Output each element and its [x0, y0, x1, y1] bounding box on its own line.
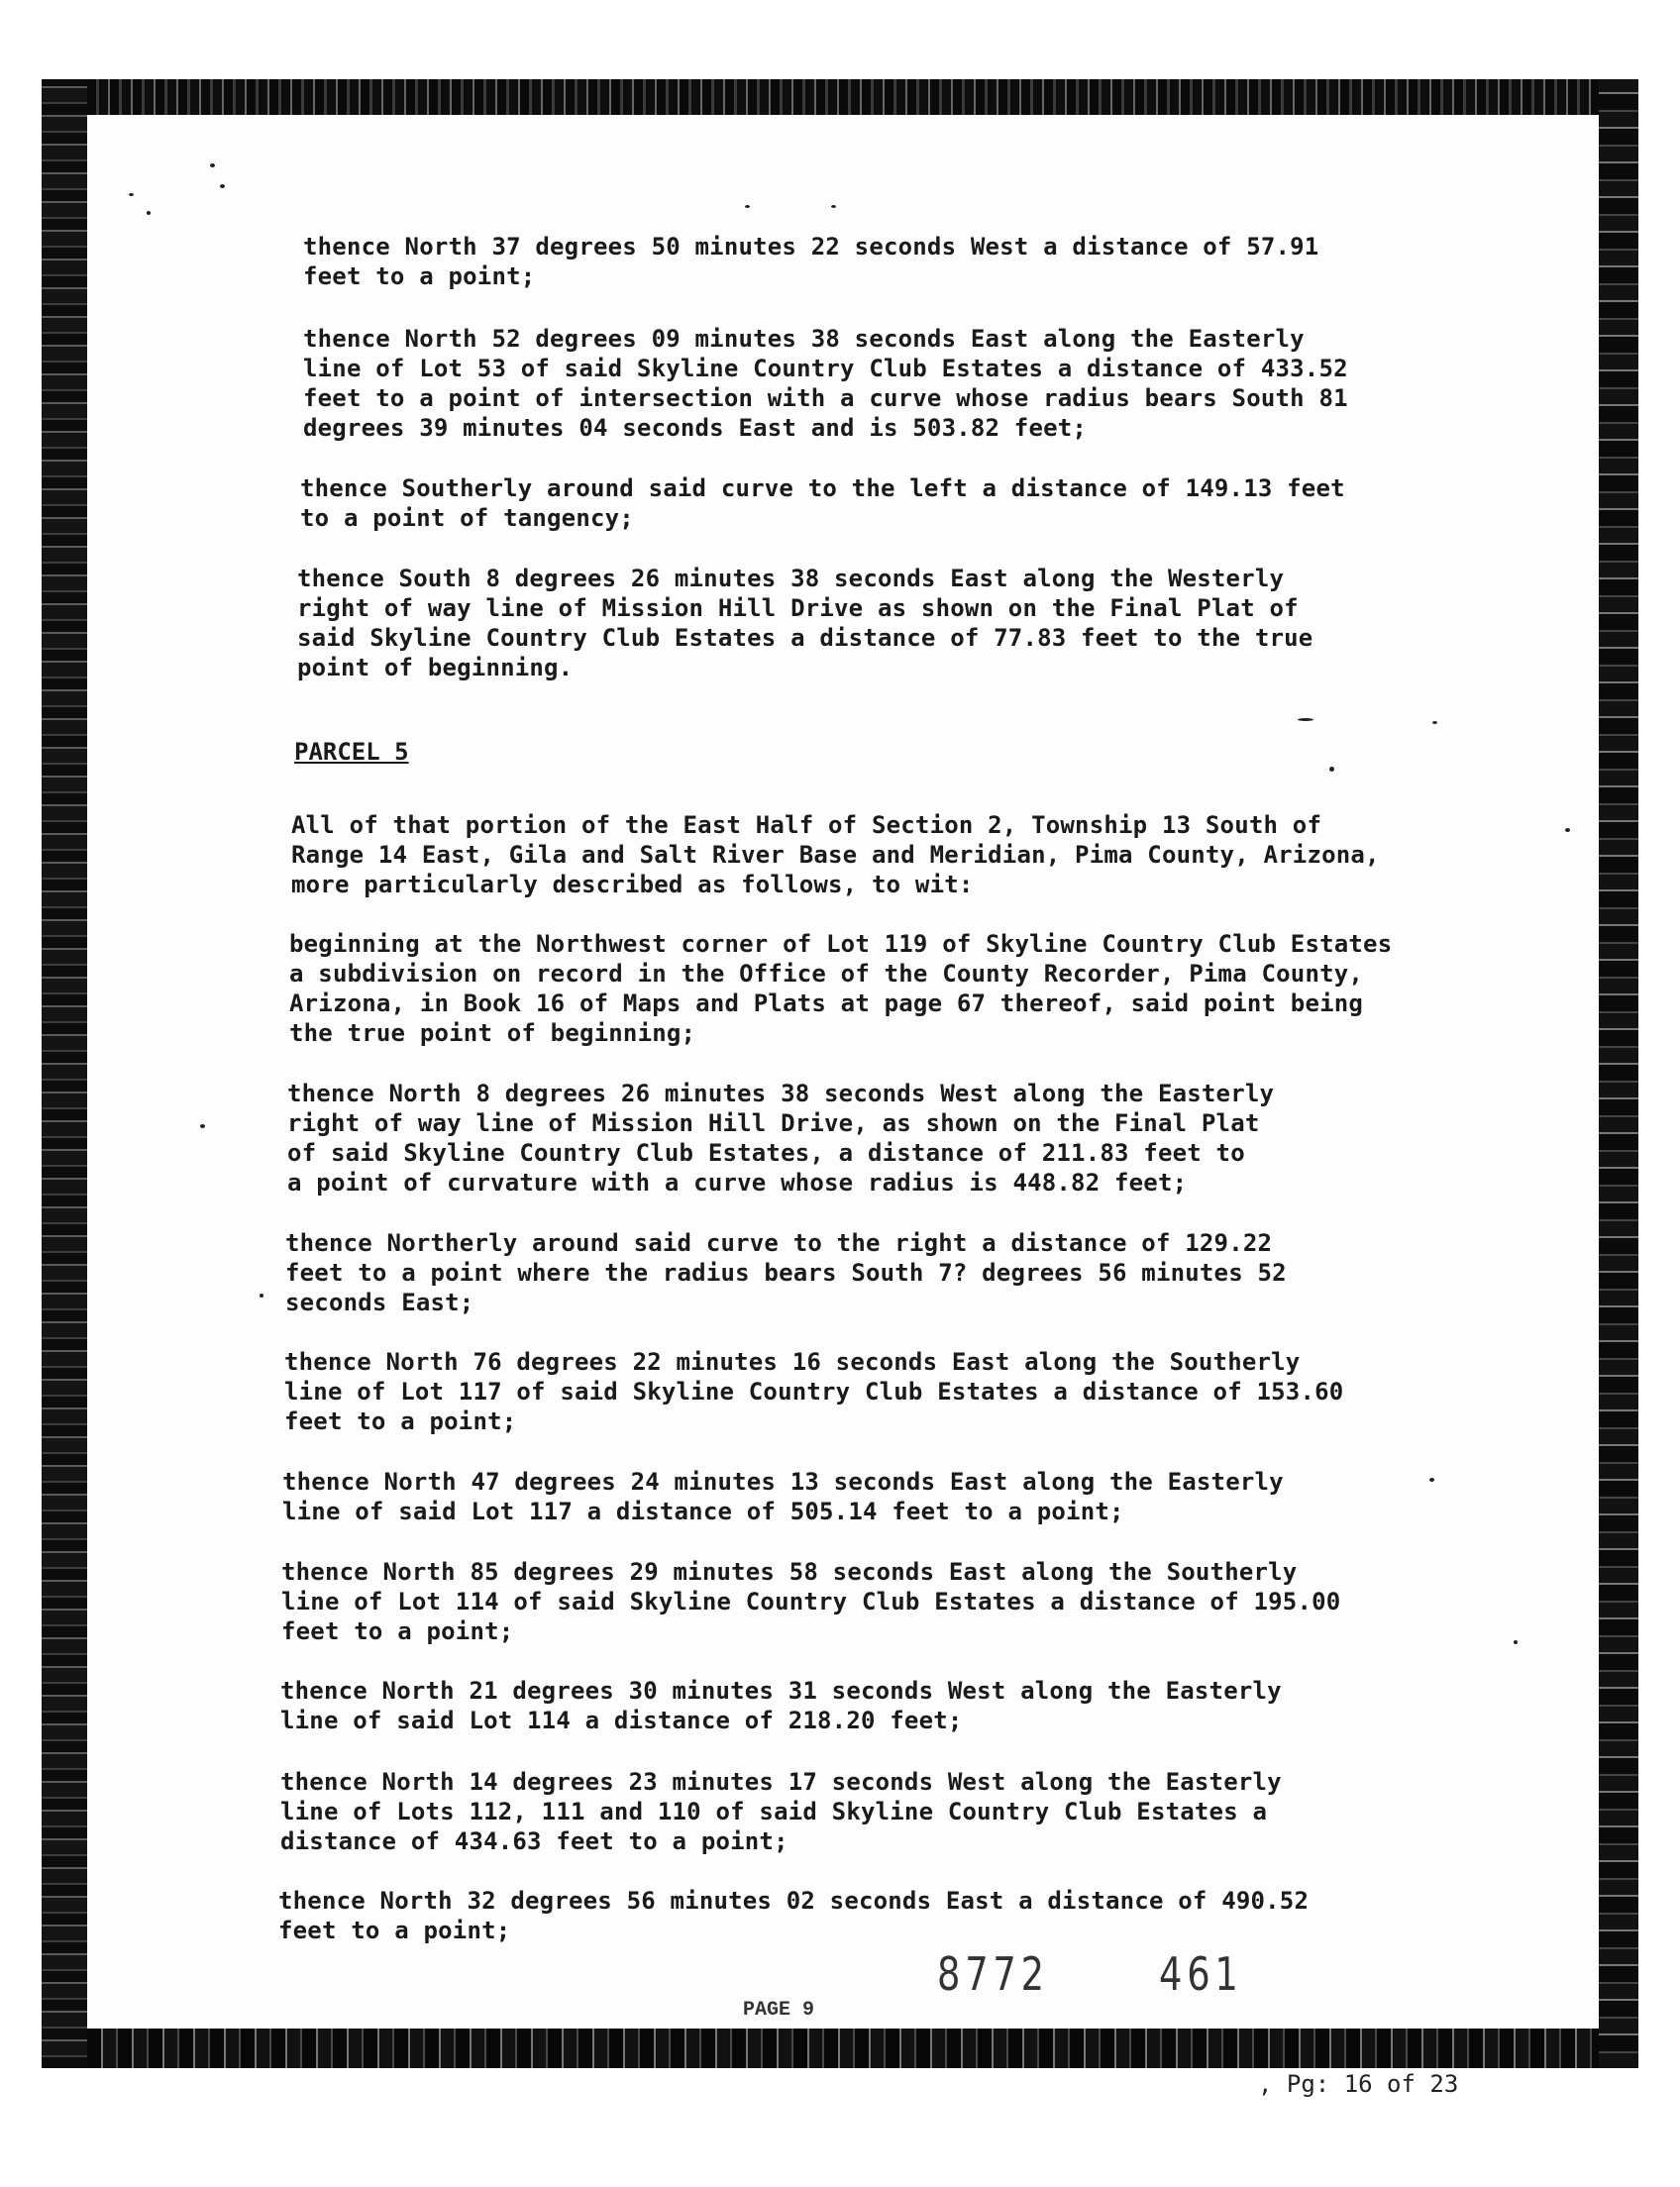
paragraph: thence North 47 degrees 24 minutes 13 seconds East along the Easterly line of said Lot 117 a distance of 505.14 feet to a point; — [282, 1468, 1284, 1525]
scan-speck — [1514, 1640, 1518, 1644]
scan-border-bottom — [42, 2029, 1638, 2068]
scan-speck — [1298, 718, 1313, 721]
scan-border-left — [42, 79, 87, 2068]
scan-speck — [220, 184, 225, 188]
scan-speck — [1565, 828, 1570, 832]
scan-speck — [147, 211, 151, 215]
paragraph: thence North 37 degrees 50 minutes 22 seconds West a distance of 57.91 feet to a point; — [303, 233, 1319, 290]
paragraph: thence Northerly around said curve to the right a distance of 129.22 feet to a point where the radius bears South 7? degrees 56 minutes 52 seconds East; — [285, 1229, 1287, 1316]
paragraph: thence North 21 degrees 30 minutes 31 seconds West along the Easterly line of said Lot 114 a distance of 218.20 feet; — [280, 1677, 1282, 1734]
paragraph: beginning at the Northwest corner of Lot 119 of Skyline Country Club Estates a subdivision on record in the Office of the County Recorder, Pima County, Arizona, in Book 16 of Maps and Plats at page 67 thereof, said point being the true point of beginning; — [289, 930, 1393, 1047]
paragraph: thence Southerly around said curve to the left a distance of 149.13 feet to a point of tangency; — [300, 474, 1345, 532]
scan-speck — [831, 205, 836, 208]
page-label: PAGE 9 — [743, 1999, 815, 2022]
scan-speck — [129, 193, 134, 196]
recording-page: 461 — [1159, 1947, 1243, 2001]
recording-number: 8772 — [937, 1947, 1049, 2001]
parcel-heading: PARCEL 5 — [294, 738, 409, 766]
scan-speck — [745, 205, 750, 208]
scan-speck — [200, 1124, 205, 1128]
paragraph: thence North 85 degrees 29 minutes 58 seconds East along the Southerly line of Lot 114 of said Skyline Country Club Estates a distance of 195.00 feet to a point; — [281, 1558, 1341, 1645]
paragraph: thence North 52 degrees 09 minutes 38 seconds East along the Easterly line of Lot 53 of said Skyline Country Club Estates a distance of 433.52 feet to a point of intersection with a curve whose radius bears South 81 degrees 39 minutes 04 seconds East and is 503.82 feet; — [303, 325, 1348, 442]
scan-border-top — [42, 79, 1638, 115]
paragraph: thence North 32 degrees 56 minutes 02 seconds East a distance of 490.52 feet to a point; — [278, 1887, 1310, 1944]
paragraph: All of that portion of the East Half of Section 2, Township 13 South of Range 14 East, Gila and Salt River Base and Meridian, Pima County, Arizona, more particularly described as follows, to wit: — [291, 811, 1380, 898]
scan-speck — [210, 163, 215, 167]
paragraph: thence North 76 degrees 22 minutes 16 seconds East along the Southerly line of Lot 117 of said Skyline Country Club Estates a distance of 153.60 feet to a point; — [284, 1348, 1344, 1435]
scan-speck — [1429, 1478, 1434, 1482]
footer-page-count: , Pg: 16 of 23 — [1258, 2070, 1459, 2098]
scan-speck — [1432, 721, 1437, 724]
paragraph: thence South 8 degrees 26 minutes 38 seconds East along the Westerly right of way line of Mission Hill Drive as shown on the Final Plat of said Skyline Country Club Estates a distance of 77.83 feet to the true point of beginning. — [297, 565, 1313, 681]
scan-speck — [260, 1294, 263, 1298]
scan-border-right — [1599, 79, 1638, 2068]
paragraph: thence North 14 degrees 23 minutes 17 seconds West along the Easterly line of Lots 112, 111 and 110 of said Skyline Country Club Estates a distance of 434.63 feet to a point; — [280, 1768, 1282, 1855]
scan-speck — [1329, 767, 1334, 772]
paragraph: thence North 8 degrees 26 minutes 38 seconds West along the Easterly right of way line of Mission Hill Drive, as shown on the Final Plat of said Skyline Country Club Estates, a distance of 211.83 feet to a point of curvature with a curve whose radius is 448.82 feet; — [287, 1080, 1275, 1197]
